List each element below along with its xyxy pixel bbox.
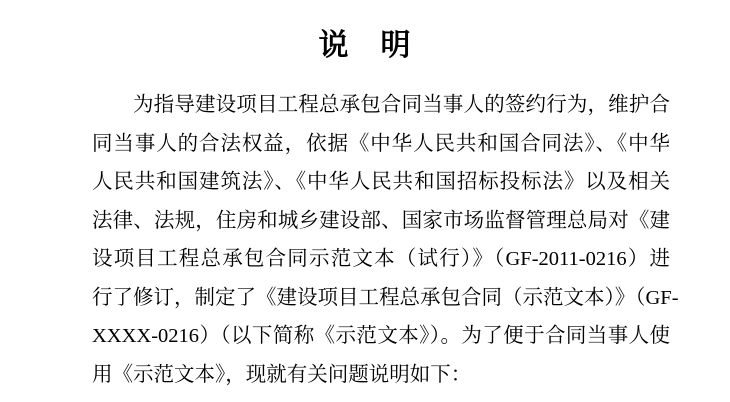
paragraph-line: XXXX-0216）（以下简称《示范文本》）。为了便于合同当事人使 — [92, 325, 670, 347]
paragraph-line: 用《示范文本》，现就有关问题说明如下： — [92, 363, 472, 386]
paragraph-line: 法律、法规，住房和城乡建设部、国家市场监督管理总局对《建 — [92, 209, 670, 232]
paragraph-line: 为指导建设项目工程总承包合同当事人的签约行为，维护合 — [133, 94, 670, 116]
explanation-paragraph — [92, 86, 679, 394]
paragraph-line: 人民共和国建筑法》、《中华人民共和国招标投标法》以及相关 — [92, 171, 670, 193]
page-title: 说 明 — [318, 29, 412, 62]
paragraph-line: 行了修订，制定了《建设项目工程总承包合同（示范文本）》（GF- — [92, 286, 679, 309]
paragraph-line: 设项目工程总承包合同示范文本（试行）》（GF-2011-0216）进 — [92, 248, 670, 270]
paragraph-line: 同当事人的合法权益，依据《中华人民共和国合同法》、《中华 — [92, 132, 670, 155]
